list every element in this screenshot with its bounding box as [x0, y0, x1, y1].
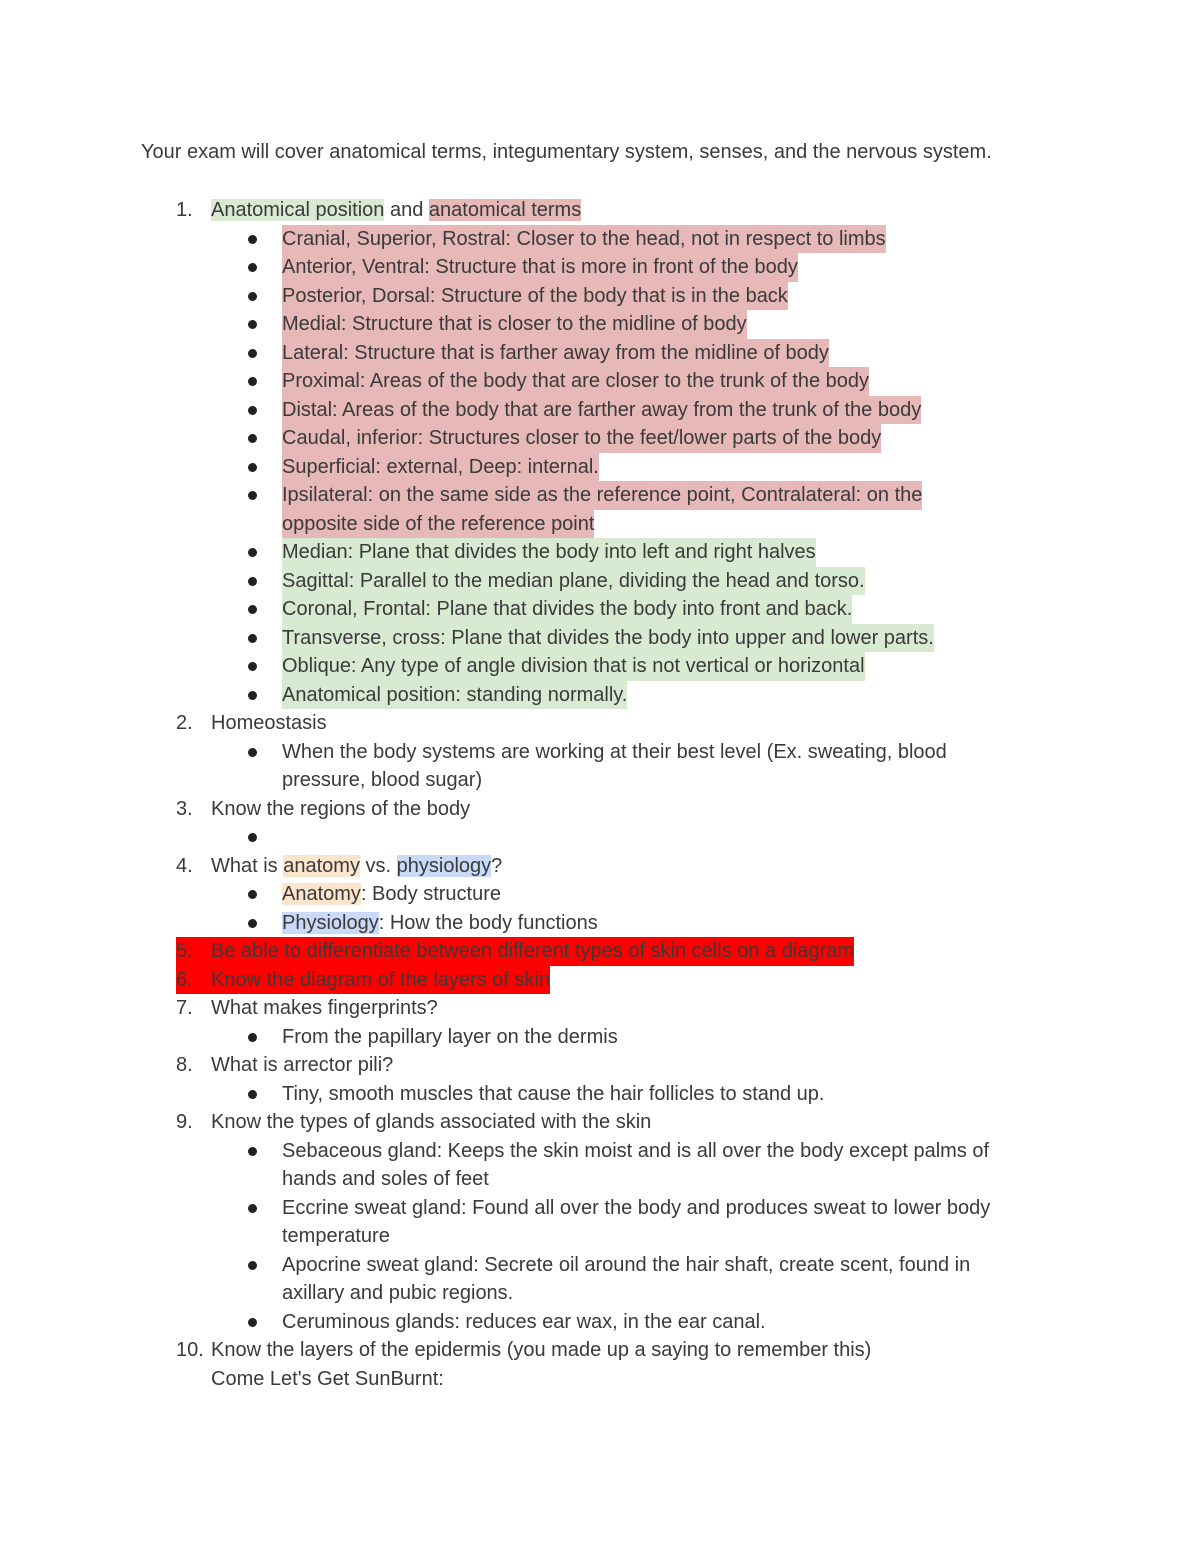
item-number-text: 6. — [176, 968, 193, 991]
bullet-icon — [248, 890, 257, 899]
bullet-text: Superficial: external, Deep: internal. — [282, 453, 599, 482]
bullet-icon — [248, 263, 257, 272]
highlight-orange: anatomy — [283, 854, 360, 877]
bullet-icon — [248, 349, 257, 358]
highlight-pink: anatomical terms — [428, 199, 582, 221]
bullet-text: When the body systems are working at their best level (Ex. sweating, blood — [282, 740, 947, 763]
bullet-icon — [248, 1204, 257, 1213]
bullet-text: Eccrine sweat gland: Found all over the body and produces sweat to lower body — [282, 1196, 991, 1219]
bullet-icon — [248, 463, 257, 472]
bullet-text: Posterior, Dorsal: Structure of the body that is in the back — [282, 282, 788, 311]
bullet-icon — [248, 491, 257, 500]
bullet-icon — [248, 577, 257, 586]
bullet-icon — [248, 748, 257, 757]
item-title — [211, 852, 502, 881]
item-number: 9. — [176, 1111, 193, 1133]
bullet-icon — [248, 1318, 257, 1327]
bullet-icon — [248, 1261, 257, 1270]
bullet-text: Lateral: Structure that is farther away from the midline of body — [282, 339, 829, 368]
bullet-icon — [248, 833, 257, 842]
bullet-text-continued: axillary and pubic regions. — [282, 1282, 514, 1304]
item-title: Know the diagram of the layers of skin — [211, 966, 550, 995]
title-connector: and — [384, 199, 429, 221]
bullet-text: Caudal, inferior: Structures closer to the feet/lower parts of the body — [282, 424, 881, 453]
item-number: 4. — [176, 854, 193, 877]
list-item — [0, 852, 1200, 938]
highlight-blue: physiology — [396, 854, 492, 877]
bullet-icon — [248, 434, 257, 443]
term-physiology: Physiology — [282, 911, 379, 934]
bullet-text-continued: opposite side of the reference point — [282, 510, 594, 539]
numbered-list — [0, 196, 1200, 1393]
list-item — [0, 994, 1200, 1051]
term-definition: : How the body functions — [378, 911, 598, 934]
item-title: Know the layers of the epidermis (you made up a saying to remember this) — [211, 1339, 872, 1361]
bullet-text: Cranial, Superior, Rostral: Closer to the head, not in respect to limbs — [282, 225, 886, 254]
item-number — [176, 966, 211, 995]
bullet-text: Ceruminous glands: reduces ear wax, in the ear canal. — [282, 1310, 766, 1333]
item-number: 1. — [176, 199, 193, 221]
item-number — [176, 937, 211, 966]
title-part: ? — [491, 854, 503, 877]
list-item — [0, 1108, 1200, 1336]
bullet-icon — [248, 406, 257, 415]
bullet-icon — [248, 1147, 257, 1156]
bullet-text: Ipsilateral: on the same side as the reference point, Contralateral: on the — [282, 481, 922, 510]
list-item — [0, 1051, 1200, 1108]
bullet-text: Proximal: Areas of the body that are closer to the trunk of the body — [282, 367, 869, 396]
bullet-icon — [248, 292, 257, 301]
bullet-icon — [248, 691, 257, 700]
bullet-icon — [248, 1090, 257, 1099]
bullet-text: Sebaceous gland: Keeps the skin moist and is all over the body except palms of — [282, 1139, 990, 1162]
bullet-icon — [248, 1033, 257, 1042]
bullet-icon — [248, 320, 257, 329]
bullet-text: Medial: Structure that is closer to the midline of body — [282, 310, 747, 339]
bullet-text: Anatomical position: standing normally. — [282, 681, 627, 710]
highlight-green: Anatomical position — [211, 199, 385, 221]
item-title: Homeostasis — [211, 712, 327, 734]
list-item — [0, 795, 1200, 852]
bullet-text: Transverse, cross: Plane that divides the body into upper and lower parts. — [282, 624, 934, 653]
term-definition: : Body structure — [360, 883, 501, 905]
bullet-text-continued: hands and soles of feet — [282, 1168, 489, 1190]
item-number: 7. — [176, 997, 193, 1019]
list-item — [0, 709, 1200, 795]
item-title: What makes fingerprints? — [211, 997, 438, 1019]
bullet-text: Distal: Areas of the body that are farther away from the trunk of the body — [282, 396, 921, 425]
bullet-text: Anterior, Ventral: Structure that is more in front of the body — [282, 253, 798, 282]
title-part: What is — [211, 854, 284, 877]
item-number-text: 5. — [176, 940, 193, 962]
bullet-text — [282, 909, 598, 938]
bullet-text: Apocrine sweat gland: Secrete oil around the hair shaft, create scent, found in — [282, 1253, 971, 1276]
bullet-icon — [248, 662, 257, 671]
bullet-text: From the papillary layer on the dermis — [282, 1025, 618, 1048]
bullet-text: Median: Plane that divides the body into left and right halves — [282, 538, 816, 567]
bullet-icon — [248, 235, 257, 244]
item-title: Know the types of glands associated with the skin — [211, 1111, 652, 1133]
bullet-icon — [248, 919, 257, 928]
list-item — [0, 966, 1200, 995]
bullet-text: Coronal, Frontal: Plane that divides the body into front and back. — [282, 595, 852, 624]
item-number: 3. — [176, 797, 193, 820]
bullet-text — [282, 880, 501, 909]
item-title: Be able to differentiate between different types of skin cells on a diagram — [211, 937, 854, 966]
title-part: vs. — [359, 854, 397, 877]
item-subline: Come Let's Get SunBurnt: — [211, 1367, 444, 1390]
bullet-icon — [248, 377, 257, 386]
item-title: Know the regions of the body — [211, 797, 471, 820]
bullet-icon — [248, 634, 257, 643]
bullet-text: Tiny, smooth muscles that cause the hair follicles to stand up. — [282, 1082, 825, 1105]
item-number: 8. — [176, 1054, 193, 1076]
term-anatomy: Anatomy — [282, 883, 361, 905]
bullet-text: Sagittal: Parallel to the median plane, dividing the head and torso. — [282, 567, 865, 596]
list-item — [0, 937, 1200, 966]
bullet-text: Oblique: Any type of angle division that is not vertical or horizontal — [282, 652, 865, 681]
item-number: 2. — [176, 712, 193, 734]
bullet-icon — [248, 605, 257, 614]
list-item — [0, 196, 1200, 709]
list-item — [0, 1336, 1200, 1393]
item-title — [211, 196, 581, 225]
intro-text: Your exam will cover anatomical terms, integumentary system, senses, and the nervous system. — [141, 141, 992, 163]
bullet-text-continued: temperature — [282, 1225, 390, 1247]
bullet-text-continued: pressure, blood sugar) — [282, 769, 483, 791]
item-title: What is arrector pili? — [211, 1054, 394, 1076]
bullet-icon — [248, 548, 257, 557]
item-number: 10. — [176, 1339, 204, 1361]
